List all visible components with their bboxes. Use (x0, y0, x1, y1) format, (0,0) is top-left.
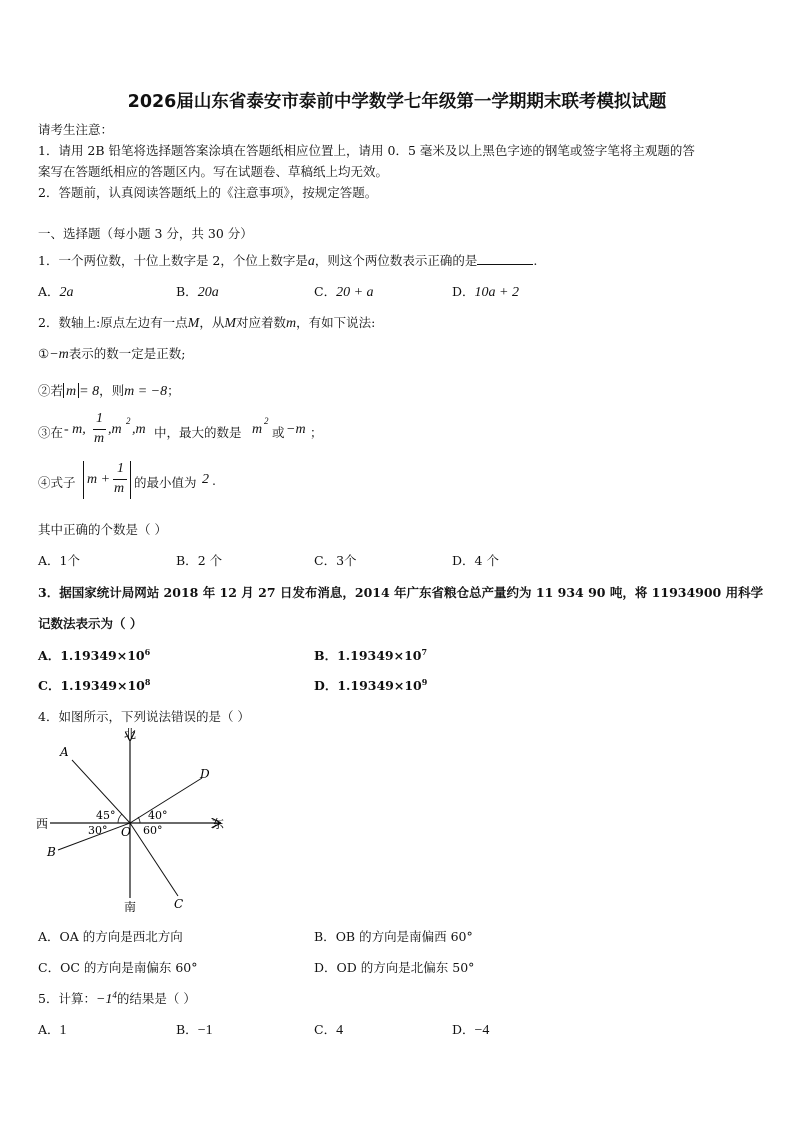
q2-statement-1 (38, 344, 186, 363)
option-text: −4 (474, 1023, 490, 1038)
question-4-stem: 4．如图所示，下列说法错误的是（ ） (38, 709, 250, 724)
option-label: A． (38, 284, 60, 299)
fraction-bar (113, 479, 127, 480)
q1-var: a (307, 254, 315, 269)
q2-statement-2 (38, 381, 180, 400)
question-3-line-1: 3．据国家统计局网站 2018 年 12 月 27 日发布消息，2014 年广东省粮仓总产量约为 11 934 90 吨，将 11934900 用科学 (38, 585, 764, 600)
option-text: 3个 (336, 553, 357, 568)
math-expr: m (252, 422, 263, 437)
point-D-label: D (200, 767, 210, 781)
option-label: C． (38, 960, 61, 975)
statement-number: ① (38, 346, 50, 361)
abs-bar-right (130, 461, 131, 499)
q5-option-c[interactable] (314, 1020, 343, 1039)
option-text: 10a + 2 (474, 285, 519, 300)
fraction-denominator: m (114, 481, 125, 496)
question-1-stem (38, 251, 537, 270)
q3-option-c[interactable] (38, 676, 150, 694)
statement-text: ③在 (38, 425, 64, 440)
section-heading: 一、选择题（每小题 3 分，共 30 分） (38, 226, 253, 241)
q2-text-4: ，有如下说法: (296, 315, 376, 330)
q1-text-b: ，则这个两位数表示正确的是 (314, 253, 478, 268)
q2-text: 2．数轴上:原点左边有一点 (38, 315, 188, 330)
option-text: OB 的方向是南偏西 60° (335, 929, 473, 944)
question-5-stem (38, 989, 196, 1008)
option-label: B． (176, 553, 198, 568)
option-text: 20 + a (336, 285, 374, 300)
statement-text: 的最小值为 (134, 475, 197, 490)
statement-text: ； (310, 425, 323, 440)
q2-option-b[interactable] (176, 551, 222, 569)
option-label: D． (452, 1022, 475, 1037)
fraction-numerator: 1 (117, 461, 124, 476)
q3-option-a[interactable] (38, 646, 150, 664)
notice-line-2: 2．答题前，认真阅读答题纸上的《注意事项》，按规定答题。 (38, 185, 378, 200)
math-expr: m (66, 384, 77, 399)
q5-option-d[interactable] (452, 1020, 489, 1039)
q2-option-d[interactable] (452, 551, 499, 569)
question-2-stem (38, 313, 375, 332)
statement-text: ②若 (38, 383, 64, 398)
q3-option-b[interactable] (314, 646, 427, 664)
notice-line-1: 1．请用 2B 铅笔将选择题答案涂填在答题纸相应位置上，请用 0．5 毫米及以上黑色字迹的钢笔或签字笔将主观题的答 (38, 143, 695, 158)
answer-blank (477, 252, 533, 265)
statement-text: 表示的数一定是正数; (68, 346, 186, 361)
angle-60-label: 60° (143, 824, 163, 837)
notice-line-1b: 案写在答题纸相应的答题区内。写在试题卷、草稿纸上均无效。 (38, 164, 389, 179)
compass-figure (30, 728, 240, 918)
west-label: 西 (36, 817, 49, 831)
superscript: 2 (126, 416, 131, 426)
option-label: D． (314, 960, 337, 975)
q1-option-a[interactable] (38, 282, 74, 301)
math-expr: - m, (64, 422, 86, 437)
q2-text-3: 对应着数 (236, 315, 287, 330)
q2-var-m: m (286, 316, 297, 331)
abs-bar-left (83, 461, 84, 499)
option-label: B． (314, 929, 336, 944)
option-label: B． (176, 1022, 198, 1037)
option-label: A． (38, 1022, 60, 1037)
angle-arc (138, 817, 140, 823)
option-text: 1个 (59, 553, 80, 568)
q5-option-b[interactable] (176, 1020, 213, 1039)
point-B-label: B (47, 845, 56, 859)
q2-var-M: M (224, 316, 237, 331)
math-expr: ,m (132, 422, 146, 437)
q4-option-a[interactable] (38, 927, 183, 945)
fraction-numerator: 1 (96, 411, 103, 426)
angle-40-label: 40° (148, 809, 168, 822)
page-title: 2026届山东省泰安市泰前中学数学七年级第一学期期末联考模拟试题 (127, 92, 667, 112)
option-label: A． (38, 648, 61, 663)
q4-option-d[interactable] (314, 958, 474, 976)
east-label: 东 (212, 817, 225, 831)
statement-text: ，则 (99, 383, 125, 398)
option-text: 2a (59, 285, 74, 300)
option-text: 1 (59, 1023, 67, 1038)
north-label: 北 (124, 728, 137, 741)
exponent: 9 (421, 676, 428, 687)
question-3-line-2: 记数法表示为（ ） (38, 616, 143, 631)
option-label: D． (314, 678, 338, 693)
option-text: 1.19349×10 (337, 648, 422, 663)
exponent: 6 (144, 646, 151, 657)
math-expr: −1 (95, 992, 113, 1007)
option-text: 20a (197, 285, 219, 300)
option-text: 2 个 (197, 553, 223, 568)
south-label: 南 (124, 900, 137, 914)
exponent: 4 (112, 989, 117, 1000)
option-text: 1.19349×10 (60, 648, 145, 663)
q2-var-M: M (187, 316, 200, 331)
q2-option-c[interactable] (314, 551, 357, 569)
q3-option-d[interactable] (314, 676, 427, 694)
q5-text-2: 的结果是（ ） (116, 991, 196, 1006)
option-label: D． (452, 284, 475, 299)
origin-label: O (121, 825, 131, 839)
fraction-bar (93, 429, 106, 430)
math-expr: m = −8 (124, 384, 168, 399)
superscript: 2 (264, 416, 269, 426)
math-expr: −m (286, 422, 306, 437)
q2-text-2: ，从 (199, 315, 225, 330)
q5-option-a[interactable] (38, 1020, 67, 1039)
option-text: OA 的方向是西北方向 (59, 929, 183, 944)
statement-text: . (212, 473, 216, 488)
statement-text: ； (167, 383, 180, 398)
option-text: OC 的方向是南偏东 60° (60, 960, 198, 975)
option-label: D． (452, 553, 475, 568)
notice-heading: 请考生注意： (38, 122, 114, 137)
q1-option-d[interactable] (452, 282, 519, 301)
abs-value-bars (63, 383, 79, 398)
math-expr: ,m (108, 422, 122, 437)
math-expr: = 8 (79, 384, 100, 399)
option-label: A． (38, 553, 60, 568)
point-A-label: A (60, 745, 69, 759)
math-expr: −m (49, 347, 69, 362)
q1-option-b[interactable] (176, 282, 219, 301)
angle-arc (118, 814, 122, 823)
option-text: −1 (197, 1023, 213, 1038)
fraction-denominator: m (94, 431, 105, 446)
q2-option-a[interactable] (38, 551, 80, 569)
option-label: C． (314, 284, 337, 299)
exponent: 8 (144, 676, 151, 687)
option-text: 4 个 (474, 553, 499, 568)
option-label: C． (314, 1022, 337, 1037)
option-text: 1.19349×10 (60, 678, 145, 693)
statement-text: 中，最大的数是 (154, 425, 242, 440)
point-C-label: C (174, 897, 184, 911)
option-text: OD 的方向是北偏东 50° (336, 960, 475, 975)
option-label: C． (314, 553, 337, 568)
statement-text: ④式子 (38, 475, 76, 490)
option-label: B． (314, 648, 338, 663)
q5-text: 5．计算： (38, 991, 96, 1006)
option-text: 4 (336, 1023, 344, 1038)
option-label: A． (38, 929, 60, 944)
exponent: 7 (421, 646, 428, 657)
math-expr: m + (87, 472, 111, 487)
option-label: B． (176, 284, 198, 299)
angle-45-label: 45° (96, 809, 116, 822)
statement-text: 或 (272, 425, 285, 440)
q1-text-end: . (533, 253, 538, 268)
math-expr: 2 (202, 472, 209, 487)
q1-option-c[interactable] (314, 282, 374, 301)
q4-option-b[interactable] (314, 927, 473, 945)
option-label: C． (38, 678, 61, 693)
q4-option-c[interactable] (38, 958, 198, 976)
q2-ask: 其中正确的个数是（ ） (38, 522, 167, 537)
q1-text-a: 1．一个两位数，十位上数字是 2，个位上数字是 (38, 253, 308, 268)
option-text: 1.19349×10 (337, 678, 422, 693)
angle-30-label: 30° (88, 824, 108, 837)
